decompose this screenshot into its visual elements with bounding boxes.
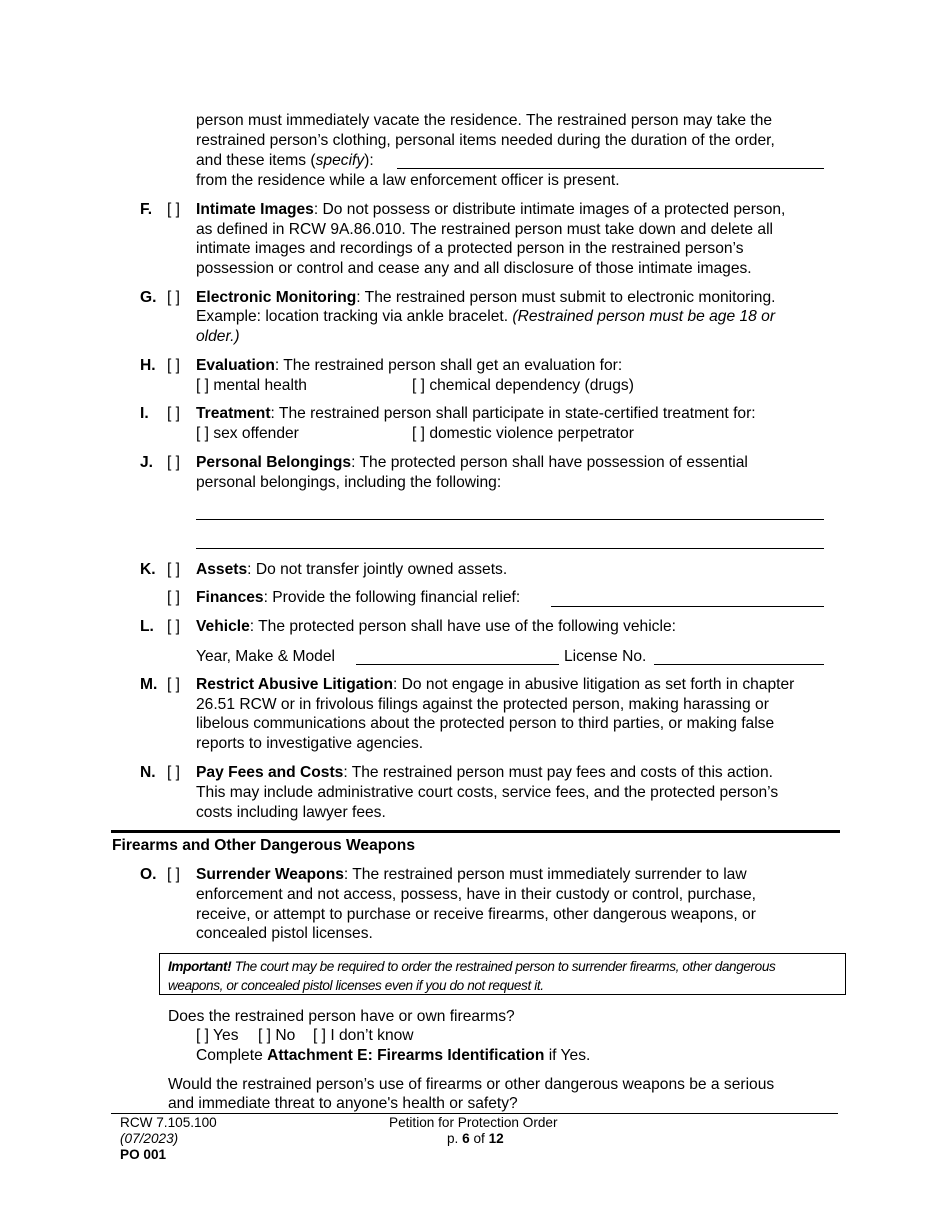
item-k-checkbox[interactable]: [ ]: [167, 561, 180, 578]
item-h-title: Evaluation: [196, 357, 275, 374]
footer-date: (07/2023): [120, 1131, 179, 1146]
item-g-text-2: Example: location tracking via ankle bracelet.: [196, 308, 513, 325]
intro-text-post: ):: [364, 152, 374, 169]
footer-rcw: RCW 7.105.100: [120, 1115, 217, 1130]
year-make-model-field[interactable]: [356, 664, 559, 665]
belongings-field-2[interactable]: [196, 548, 824, 549]
item-f-title: Intimate Images: [196, 201, 314, 218]
item-l-label: L.: [140, 618, 154, 635]
item-n-title: Pay Fees and Costs: [196, 764, 344, 781]
attachment-pre: Complete: [196, 1047, 268, 1064]
attachment-colon: :: [367, 1047, 378, 1064]
option-sex-offender[interactable]: [ ] sex offender: [196, 425, 299, 442]
important-line-1: [168, 957, 837, 976]
item-f-line-1: [196, 200, 785, 220]
intro-line-2: restrained person’s clothing, personal items needed during the duration of the order,: [196, 132, 775, 149]
item-o-line-3: receive, or attempt to purchase or receive firearms, other dangerous weapons, or: [196, 906, 756, 923]
license-no-field[interactable]: [654, 664, 824, 665]
finances-checkbox[interactable]: [ ]: [167, 589, 180, 606]
page-total: 12: [488, 1131, 504, 1146]
section-heading-firearms: Firearms and Other Dangerous Weapons: [112, 837, 415, 854]
belongings-field-1[interactable]: [196, 519, 824, 520]
footer-rule: [111, 1113, 838, 1114]
attachment-instruction: [196, 1046, 590, 1066]
item-k-title: Assets: [196, 561, 248, 578]
item-g-checkbox[interactable]: [ ]: [167, 289, 180, 306]
firearms-option-dont-know[interactable]: [ ] I don’t know: [313, 1027, 414, 1044]
item-g-italic: (Restrained person must be age 18 or: [512, 308, 776, 325]
page-number: 6: [462, 1131, 470, 1146]
item-m-line-3: libelous communications about the protected person to third parties, or making false: [196, 715, 775, 732]
item-o-title: Surrender Weapons: [196, 866, 344, 883]
year-make-model-label: Year, Make & Model: [196, 648, 335, 665]
item-o-line-1: [196, 865, 747, 885]
option-chemical-dependency[interactable]: [ ] chemical dependency (drugs): [412, 377, 634, 394]
footer-title: Petition for Protection Order: [389, 1115, 558, 1130]
item-o-checkbox[interactable]: [ ]: [167, 866, 180, 883]
item-i-checkbox[interactable]: [ ]: [167, 405, 180, 422]
item-f-line-2: as defined in RCW 9A.86.010. The restrained person must take down and delete all: [196, 221, 774, 238]
item-o-text: : The restrained person must immediately surrender to law: [343, 866, 747, 883]
item-i-text: : The restrained person shall participate in state-certified treatment for:: [270, 405, 756, 422]
item-m-line-2: 26.51 RCW or in frivolous filings against the protected person, making harassing or: [196, 696, 769, 713]
attachment-e: Attachment E: [267, 1047, 368, 1064]
item-o-label: O.: [140, 866, 157, 883]
firearms-question: Does the restrained person have or own firearms?: [168, 1008, 515, 1025]
important-notice: [159, 953, 846, 995]
item-m-label: M.: [140, 676, 158, 693]
intro-line-1: person must immediately vacate the residence. The restrained person may take the: [196, 112, 773, 129]
item-m-checkbox[interactable]: [ ]: [167, 676, 180, 693]
item-g-italic-2: older.): [196, 328, 240, 345]
footer-page: [447, 1131, 504, 1147]
threat-question-line-2: and immediate threat to anyone's health or safety?: [168, 1095, 518, 1112]
item-f-label: F.: [140, 201, 153, 218]
intro-line-4: from the residence while a law enforcement officer is present.: [196, 172, 620, 189]
firearms-identification: Firearms Identification: [377, 1047, 545, 1064]
item-j-title: Personal Belongings: [196, 454, 352, 471]
important-bold: Important!: [168, 959, 232, 974]
important-text: The court may be required to order the restrained person to surrender firearms, other dangerous: [231, 959, 776, 974]
item-i-label: I.: [140, 405, 149, 422]
item-i-title: Treatment: [196, 405, 271, 422]
specify-italic: specify: [315, 152, 365, 169]
item-j-line-2: personal belongings, including the following:: [196, 474, 502, 491]
item-g-line-3: [196, 327, 240, 347]
item-h-checkbox[interactable]: [ ]: [167, 357, 180, 374]
item-k-text: : Do not transfer jointly owned assets.: [247, 561, 508, 578]
firearms-option-no[interactable]: [ ] No: [258, 1027, 296, 1044]
section-divider: [111, 830, 840, 833]
attachment-post: if Yes.: [544, 1047, 591, 1064]
item-m-line-4: reports to investigative agencies.: [196, 735, 424, 752]
threat-question-line-1: Would the restrained person’s use of firearms or other dangerous weapons be a serious: [168, 1076, 775, 1093]
item-o-line-2: enforcement and not access, possess, have in their custody or control, purchase,: [196, 886, 756, 903]
item-n-line-2: This may include administrative court costs, service fees, and the protected person’s: [196, 784, 779, 801]
item-n-line-1: [196, 763, 773, 783]
item-j-label: J.: [140, 454, 154, 471]
item-j-line-1: [196, 453, 748, 473]
item-o-line-4: concealed pistol licenses.: [196, 925, 373, 942]
intro-text: and these items (: [196, 152, 316, 169]
item-l-checkbox[interactable]: [ ]: [167, 618, 180, 635]
item-h-label: H.: [140, 357, 156, 374]
item-j-checkbox[interactable]: [ ]: [167, 454, 180, 471]
item-l-title: Vehicle: [196, 618, 250, 635]
item-l-text: : The protected person shall have use of the following vehicle:: [249, 618, 676, 635]
finances-title: Finances: [196, 589, 264, 606]
firearms-option-yes[interactable]: [ ] Yes: [196, 1027, 239, 1044]
license-no-label: License No.: [564, 648, 647, 665]
item-n-text: : The restrained person must pay fees and costs of this action.: [343, 764, 773, 781]
important-line-2: weapons, or concealed pistol licenses even if you do not request it.: [168, 978, 544, 993]
item-g-line-1: [196, 288, 776, 308]
item-m-title: Restrict Abusive Litigation: [196, 676, 393, 693]
item-g-label: G.: [140, 289, 157, 306]
finances-text: : Provide the following financial relief:: [263, 589, 521, 606]
intro-line-3: [196, 151, 374, 171]
item-h-line-1: [196, 356, 622, 376]
item-k-label: K.: [140, 561, 156, 578]
option-dv-perpetrator[interactable]: [ ] domestic violence perpetrator: [412, 425, 634, 442]
page-of: of: [469, 1131, 489, 1146]
finances-line: [196, 588, 520, 608]
footer-form-number: PO 001: [120, 1147, 167, 1162]
specify-items-field[interactable]: [397, 168, 824, 169]
item-f-line-4: possession or control and cease any and all disclosure of those intimate images.: [196, 260, 752, 277]
item-f-checkbox[interactable]: [ ]: [167, 201, 180, 218]
item-g-line-2: [196, 307, 775, 327]
option-mental-health[interactable]: [ ] mental health: [196, 377, 307, 394]
item-l-line-1: [196, 617, 676, 637]
item-m-line-1: [196, 675, 794, 695]
item-g-title: Electronic Monitoring: [196, 289, 357, 306]
item-n-checkbox[interactable]: [ ]: [167, 764, 180, 781]
item-j-text: : The protected person shall have possession of essential: [351, 454, 748, 471]
item-n-line-3: costs including lawyer fees.: [196, 804, 386, 821]
item-n-label: N.: [140, 764, 156, 781]
item-h-text: : The restrained person shall get an evaluation for:: [274, 357, 623, 374]
item-i-line-1: [196, 404, 756, 424]
financial-relief-field[interactable]: [551, 606, 824, 607]
item-k-line-1: [196, 560, 507, 580]
item-f-line-3: intimate images and recordings of a protected person in the restrained person’s: [196, 240, 744, 257]
item-m-text: : Do not engage in abusive litigation as set forth in chapter: [392, 676, 795, 693]
page-pre: p.: [447, 1131, 463, 1146]
item-f-text: : Do not possess or distribute intimate images of a protected person,: [313, 201, 786, 218]
item-g-text: : The restrained person must submit to electronic monitoring.: [356, 289, 776, 306]
